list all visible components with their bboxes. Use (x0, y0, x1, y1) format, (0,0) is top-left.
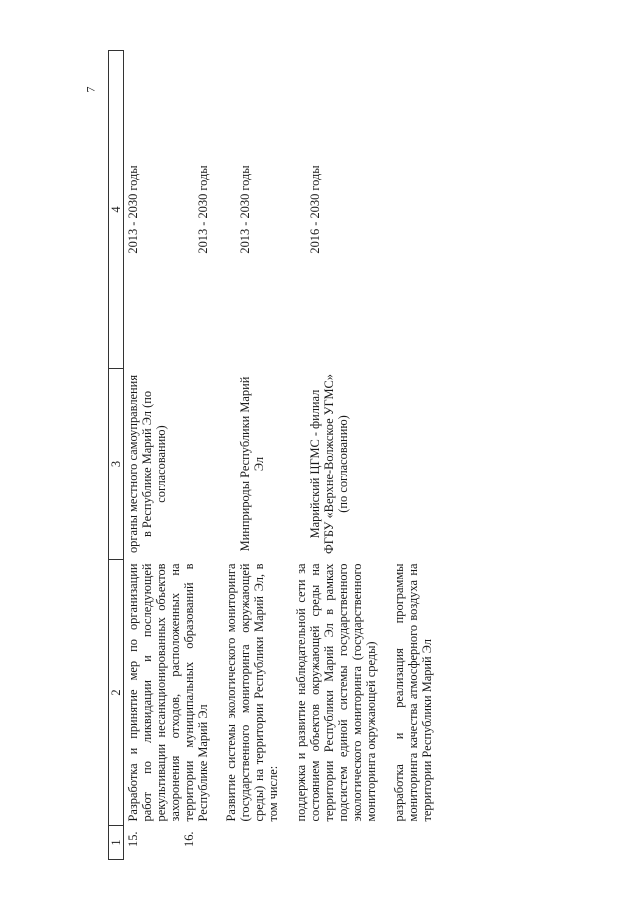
years-16: 2013 - 2030 годы (196, 165, 210, 254)
description-15: Разработка и принятие мер по организации работ по ликвидации и последующей рекультивации несанкционированных объектов захоронения отходов, расположенных на территории муниципальных образований в Республике Марий Эл (126, 563, 210, 822)
description-16-1: поддержка и развитие наблюдательной сети за состоянием объектов окружающей среды на территории Республики Марий Эл в рамках подсистем единой системы государственного экологического мониторинга (государственного мониторинга окружающей среды) (294, 563, 378, 822)
executor-16 (196, 373, 224, 556)
column-header-1: 1 (109, 826, 124, 860)
page-number: 7 (83, 86, 98, 93)
column-header-2: 2 (109, 560, 124, 826)
row-description (124, 560, 437, 826)
row-years (124, 51, 437, 369)
executor-15: органы местного самоуправления в Республике Марий Эл (по согласованию) (126, 374, 168, 554)
row-number-16: 16. (182, 831, 196, 847)
row-executor (124, 369, 437, 560)
measures-table (108, 50, 436, 860)
years-16-1: 2013 - 2030 годы (238, 165, 252, 254)
executor-16-2: Марийский ЦГМС - филиал ФГБУ «Верхне-Волжское УГМС» (по согласованию) (308, 374, 350, 555)
row-number-15: 15. (126, 831, 140, 847)
executor-16-1: Минприроды Республики Марий Эл (238, 376, 266, 552)
table-row (124, 51, 437, 860)
table-header-row (109, 51, 124, 860)
description-16: Развитие системы экологического мониторинга (государственного мониторинга окружающей среды) на территории Республики Марий Эл, в том числе: (224, 563, 280, 822)
description-16-2: разработка и реализация программы мониторинга качества атмосферного воздуха на территории Республики Марий Эл (392, 563, 434, 822)
column-header-4: 4 (109, 51, 124, 369)
row-number (124, 826, 437, 860)
years-15: 2013 - 2030 годы (126, 165, 140, 254)
years-16-2: 2016 - 2030 годы (308, 165, 322, 254)
column-header-3: 3 (109, 369, 124, 560)
